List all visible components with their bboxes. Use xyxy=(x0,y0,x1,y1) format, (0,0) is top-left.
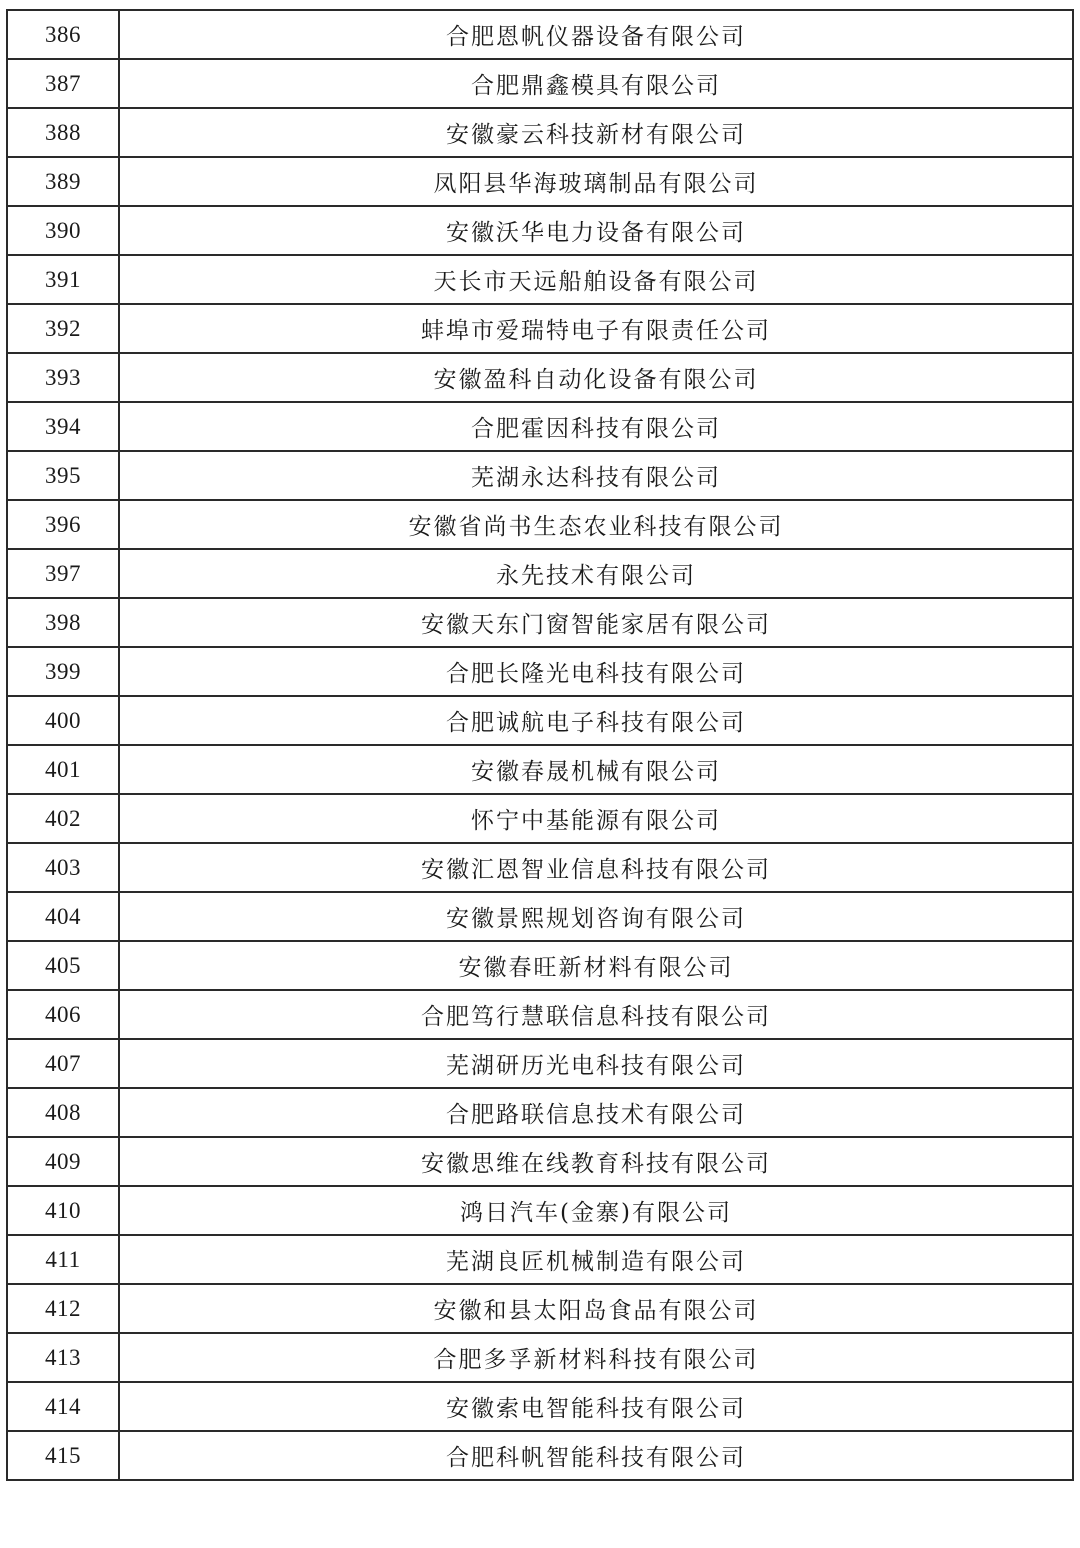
company-name: 安徽春旺新材料有限公司 xyxy=(119,941,1073,990)
company-name: 合肥霍因科技有限公司 xyxy=(119,402,1073,451)
company-name: 安徽盈科自动化设备有限公司 xyxy=(119,353,1073,402)
table-row xyxy=(7,10,1073,59)
company-name: 合肥长隆光电科技有限公司 xyxy=(119,647,1073,696)
row-index: 414 xyxy=(7,1382,119,1431)
row-index: 391 xyxy=(7,255,119,304)
row-index: 411 xyxy=(7,1235,119,1284)
company-table xyxy=(6,9,1074,1481)
table-row xyxy=(7,1431,1073,1480)
company-name: 安徽思维在线教育科技有限公司 xyxy=(119,1137,1073,1186)
table-row xyxy=(7,353,1073,402)
row-index: 396 xyxy=(7,500,119,549)
table-row xyxy=(7,1039,1073,1088)
table-row xyxy=(7,206,1073,255)
row-index: 408 xyxy=(7,1088,119,1137)
company-name: 蚌埠市爱瑞特电子有限责任公司 xyxy=(119,304,1073,353)
row-index: 399 xyxy=(7,647,119,696)
company-name: 合肥恩帆仪器设备有限公司 xyxy=(119,10,1073,59)
row-index: 389 xyxy=(7,157,119,206)
company-name: 安徽和县太阳岛食品有限公司 xyxy=(119,1284,1073,1333)
row-index: 406 xyxy=(7,990,119,1039)
row-index: 402 xyxy=(7,794,119,843)
table-row xyxy=(7,1284,1073,1333)
table-row xyxy=(7,549,1073,598)
table-row xyxy=(7,745,1073,794)
company-name: 安徽春晟机械有限公司 xyxy=(119,745,1073,794)
row-index: 397 xyxy=(7,549,119,598)
row-index: 407 xyxy=(7,1039,119,1088)
row-index: 393 xyxy=(7,353,119,402)
table-row xyxy=(7,843,1073,892)
company-name: 合肥科帆智能科技有限公司 xyxy=(119,1431,1073,1480)
row-index: 403 xyxy=(7,843,119,892)
table-row xyxy=(7,157,1073,206)
company-name: 合肥诚航电子科技有限公司 xyxy=(119,696,1073,745)
row-index: 387 xyxy=(7,59,119,108)
company-name: 芜湖良匠机械制造有限公司 xyxy=(119,1235,1073,1284)
table-row xyxy=(7,108,1073,157)
row-index: 413 xyxy=(7,1333,119,1382)
company-name: 安徽天东门窗智能家居有限公司 xyxy=(119,598,1073,647)
company-table-body xyxy=(7,10,1073,1480)
row-index: 386 xyxy=(7,10,119,59)
row-index: 395 xyxy=(7,451,119,500)
table-row xyxy=(7,1137,1073,1186)
table-row xyxy=(7,1382,1073,1431)
table-row xyxy=(7,1088,1073,1137)
company-name: 天长市天远船舶设备有限公司 xyxy=(119,255,1073,304)
table-row xyxy=(7,794,1073,843)
table-row xyxy=(7,941,1073,990)
table-row xyxy=(7,500,1073,549)
table-row xyxy=(7,451,1073,500)
table-row xyxy=(7,892,1073,941)
table-row xyxy=(7,598,1073,647)
table-row xyxy=(7,647,1073,696)
row-index: 398 xyxy=(7,598,119,647)
company-name: 安徽汇恩智业信息科技有限公司 xyxy=(119,843,1073,892)
table-row xyxy=(7,1186,1073,1235)
company-name: 芜湖研历光电科技有限公司 xyxy=(119,1039,1073,1088)
table-row xyxy=(7,255,1073,304)
company-name: 安徽省尚书生态农业科技有限公司 xyxy=(119,500,1073,549)
table-row xyxy=(7,990,1073,1039)
table-row xyxy=(7,1235,1073,1284)
company-name: 安徽索电智能科技有限公司 xyxy=(119,1382,1073,1431)
company-name: 安徽景熙规划咨询有限公司 xyxy=(119,892,1073,941)
table-row xyxy=(7,402,1073,451)
row-index: 390 xyxy=(7,206,119,255)
row-index: 415 xyxy=(7,1431,119,1480)
company-name: 安徽沃华电力设备有限公司 xyxy=(119,206,1073,255)
company-list-sheet xyxy=(6,9,1074,1481)
table-row xyxy=(7,59,1073,108)
row-index: 394 xyxy=(7,402,119,451)
company-name: 鸿日汽车(金寨)有限公司 xyxy=(119,1186,1073,1235)
row-index: 410 xyxy=(7,1186,119,1235)
company-name: 怀宁中基能源有限公司 xyxy=(119,794,1073,843)
company-name: 凤阳县华海玻璃制品有限公司 xyxy=(119,157,1073,206)
company-name: 安徽豪云科技新材有限公司 xyxy=(119,108,1073,157)
table-row xyxy=(7,1333,1073,1382)
table-row xyxy=(7,304,1073,353)
company-name: 芜湖永达科技有限公司 xyxy=(119,451,1073,500)
company-name: 永先技术有限公司 xyxy=(119,549,1073,598)
row-index: 405 xyxy=(7,941,119,990)
company-name: 合肥鼎鑫模具有限公司 xyxy=(119,59,1073,108)
row-index: 409 xyxy=(7,1137,119,1186)
company-name: 合肥路联信息技术有限公司 xyxy=(119,1088,1073,1137)
row-index: 388 xyxy=(7,108,119,157)
table-row xyxy=(7,696,1073,745)
row-index: 412 xyxy=(7,1284,119,1333)
row-index: 401 xyxy=(7,745,119,794)
row-index: 392 xyxy=(7,304,119,353)
row-index: 404 xyxy=(7,892,119,941)
row-index: 400 xyxy=(7,696,119,745)
company-name: 合肥笃行慧联信息科技有限公司 xyxy=(119,990,1073,1039)
company-name: 合肥多孚新材料科技有限公司 xyxy=(119,1333,1073,1382)
